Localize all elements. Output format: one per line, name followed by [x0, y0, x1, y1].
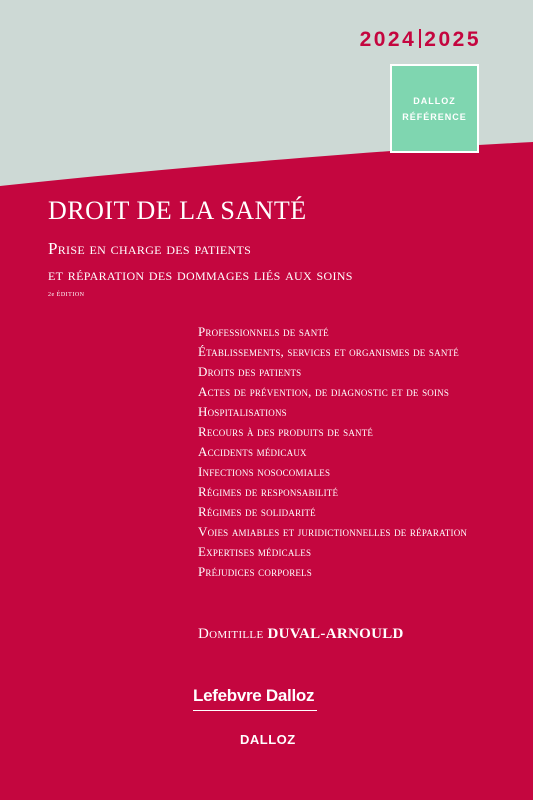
topic-item: Accidents médicaux — [198, 444, 307, 459]
topic-item: Droits des patients — [198, 364, 302, 379]
author-name — [198, 626, 404, 643]
dalloz-reference-badge — [390, 64, 479, 153]
book-title: DROIT DE LA SANTÉ — [48, 196, 307, 225]
author-last-name: DUVAL-ARNOULD — [267, 626, 404, 642]
badge-line-1: DALLOZ — [413, 95, 456, 106]
author-first-name: Domitille — [198, 626, 264, 642]
topic-item: Régimes de solidarité — [198, 504, 316, 519]
publisher-logo: Lefebvre Dalloz — [193, 686, 317, 711]
book-subtitle — [48, 236, 353, 288]
topic-item: Voies amiables et juridictionnelles de réparation — [198, 524, 468, 539]
year-start: 2024 — [359, 28, 417, 51]
topic-item: Expertises médicales — [198, 544, 312, 559]
topic-item: Régimes de responsabilité — [198, 484, 339, 499]
year-separator — [419, 29, 421, 48]
dalloz-imprint-logo: DALLOZ — [240, 732, 296, 747]
edition-label: 2e ÉDITION — [48, 292, 85, 298]
badge-line-2: RÉFÉRENCE — [402, 111, 467, 122]
topic-item: Préjudices corporels — [198, 564, 312, 579]
topics-list — [198, 322, 467, 582]
year-end: 2025 — [424, 28, 481, 51]
topic-item: Professionnels de santé — [198, 324, 329, 339]
topic-item: Recours à des produits de santé — [198, 424, 374, 439]
subtitle-line-2: et réparation des dommages liés aux soins — [48, 265, 353, 284]
topic-item: Établissements, services et organismes de santé — [198, 344, 459, 359]
subtitle-line-1: Prise en charge des patients — [48, 239, 252, 258]
edition-years — [360, 28, 481, 52]
topic-item: Infections nosocomiales — [198, 464, 331, 479]
topic-item: Actes de prévention, de diagnostic et de soins — [198, 384, 450, 399]
topic-item: Hospitalisations — [198, 404, 287, 419]
